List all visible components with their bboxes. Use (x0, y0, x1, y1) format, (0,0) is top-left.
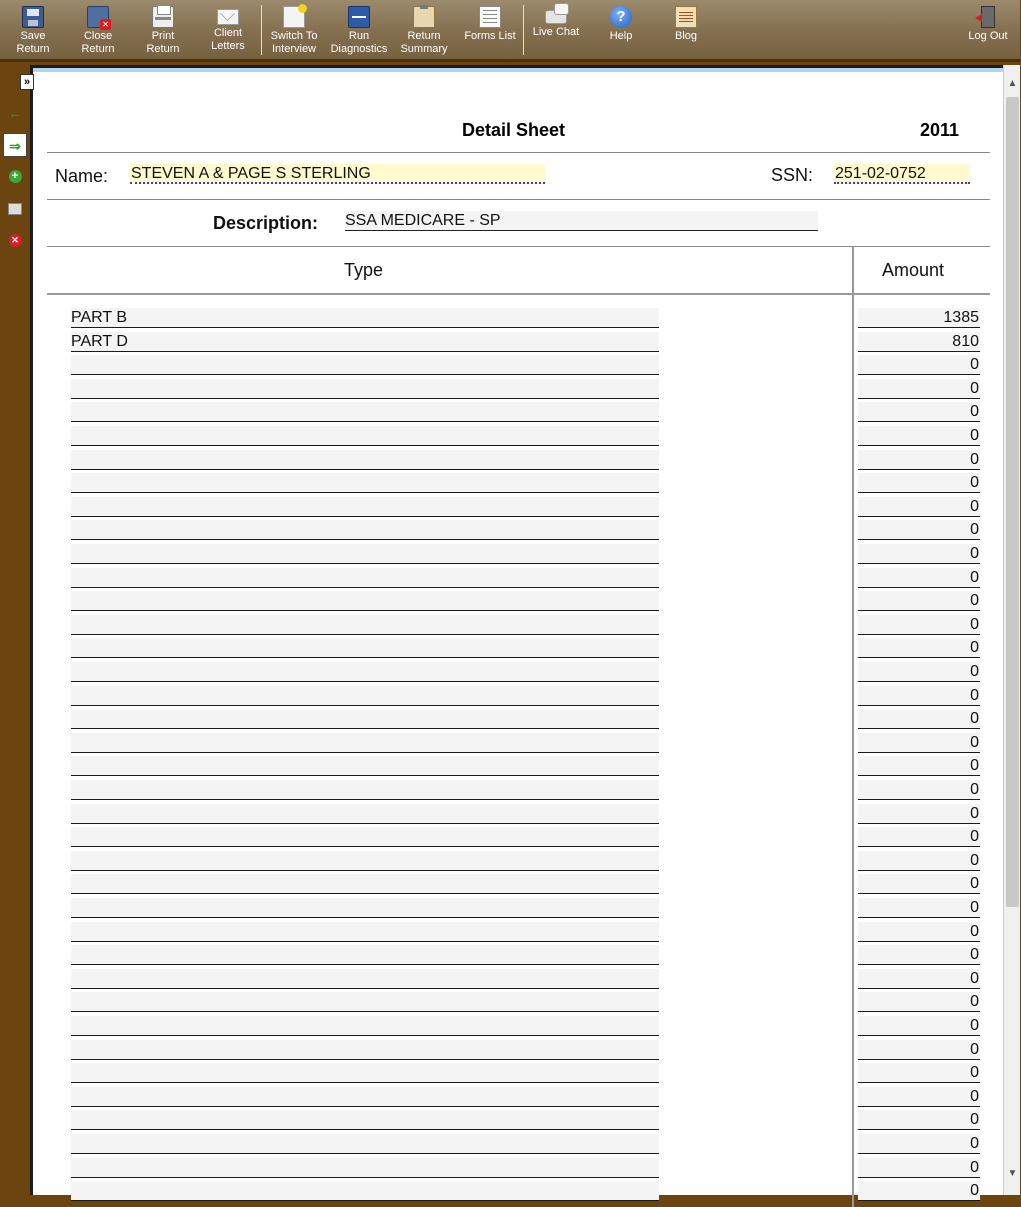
type-cell-input[interactable] (71, 1063, 659, 1083)
help-label: Help (609, 30, 633, 42)
column-header-amount: Amount (882, 260, 945, 280)
amount-cell-input[interactable]: 0 (858, 426, 980, 446)
print-return-label-1: Print (151, 30, 175, 42)
table-row (47, 426, 990, 446)
type-cell-input[interactable] (71, 615, 659, 635)
divider (47, 152, 990, 153)
table-row (47, 851, 990, 871)
table-row (47, 473, 990, 493)
type-cell-input[interactable] (71, 544, 659, 564)
help-question-icon: ? (610, 6, 632, 28)
table-row (47, 1063, 990, 1083)
type-cell-input[interactable] (71, 662, 659, 682)
table-row (47, 1087, 990, 1107)
log-out-label: Log Out (968, 30, 1008, 42)
forward-arrow-icon[interactable]: ⇒ (3, 133, 27, 157)
amount-cell-input[interactable]: 0 (858, 686, 980, 706)
blog-label: Blog (674, 30, 698, 42)
chat-bubbles-icon (545, 10, 567, 24)
description-label: Description: (213, 213, 319, 233)
type-cell-input[interactable] (71, 426, 659, 446)
table-row (47, 308, 990, 328)
amount-cell-input[interactable]: 0 (858, 591, 980, 611)
envelope-icon (217, 9, 239, 25)
type-cell-input[interactable] (71, 520, 659, 540)
table-row (47, 945, 990, 965)
type-cell-input[interactable] (71, 874, 659, 894)
table-row (47, 450, 990, 470)
add-circle-icon: + (9, 170, 22, 183)
detail-sheet-document (23, 65, 1003, 1200)
type-cell-input[interactable] (71, 402, 659, 422)
type-cell-input[interactable] (71, 709, 659, 729)
table-row (47, 544, 990, 564)
close-return-label-1: Close (83, 30, 113, 42)
diagnostics-monitor-icon (348, 6, 370, 28)
table-row (47, 756, 990, 776)
type-cell-input[interactable] (71, 473, 659, 493)
table-row (47, 1110, 990, 1130)
column-header-type: Type (344, 260, 384, 280)
amount-cell-input[interactable]: 0 (858, 615, 980, 635)
table-row (47, 804, 990, 824)
floppy-disk-icon (22, 6, 44, 28)
table-row (47, 402, 990, 422)
blog-button[interactable] (654, 4, 718, 58)
amount-cell-input[interactable]: 0 (858, 402, 980, 422)
main-toolbar (0, 0, 1020, 62)
table-row (47, 733, 990, 753)
table-row (47, 827, 990, 847)
type-cell-input[interactable] (71, 922, 659, 942)
type-cell-input[interactable] (71, 638, 659, 658)
table-row (47, 922, 990, 942)
type-cell-input[interactable] (71, 733, 659, 753)
type-cell-input[interactable] (71, 804, 659, 824)
type-cell-input[interactable] (71, 355, 659, 375)
type-cell-input[interactable] (71, 827, 659, 847)
amount-cell-input[interactable]: 0 (858, 544, 980, 564)
amount-cell-input[interactable]: 0 (858, 1134, 980, 1154)
divider (47, 199, 990, 200)
table-row (47, 591, 990, 611)
run-diagnostics-label-1: Run (348, 30, 370, 42)
amount-cell-input[interactable]: 0 (858, 851, 980, 871)
ssn-field[interactable]: 251-02-0752 (834, 164, 970, 184)
scroll-up-icon[interactable]: ▲ (1007, 78, 1018, 89)
table-row (47, 686, 990, 706)
add-item-button[interactable] (3, 165, 27, 189)
table-row (47, 355, 990, 375)
type-cell-input[interactable] (71, 1016, 659, 1036)
amount-cell-input[interactable]: 0 (858, 780, 980, 800)
log-out-door-icon (981, 6, 995, 28)
amount-cell-input[interactable]: 0 (858, 898, 980, 918)
amount-cell-input[interactable]: 0 (858, 1158, 980, 1178)
type-cell-input[interactable] (71, 686, 659, 706)
amount-cell-input[interactable]: 0 (858, 1040, 980, 1060)
switch-to-interview-button[interactable] (262, 4, 326, 58)
type-cell-input[interactable] (71, 379, 659, 399)
type-cell-input[interactable] (71, 780, 659, 800)
amount-cell-input[interactable]: 0 (858, 922, 980, 942)
type-cell-input[interactable] (71, 1134, 659, 1154)
delete-circle-icon: ✕ (9, 234, 22, 247)
save-return-label-2: Return (16, 43, 50, 55)
type-cell-input[interactable] (71, 945, 659, 965)
ssn-label: SSN: (771, 165, 814, 185)
amount-cell-input[interactable]: 0 (858, 709, 980, 729)
run-diagnostics-button[interactable] (327, 4, 391, 58)
delete-item-button[interactable] (3, 229, 27, 253)
return-summary-label-1: Return (407, 30, 441, 42)
amount-cell-input[interactable]: 0 (858, 450, 980, 470)
amount-cell-input[interactable]: 0 (858, 969, 980, 989)
amount-cell-input[interactable]: 0 (858, 638, 980, 658)
forms-list-button[interactable] (458, 4, 522, 58)
close-return-label-2: Return (81, 43, 115, 55)
table-row (47, 1181, 990, 1201)
scrollbar-thumb[interactable] (1006, 97, 1019, 907)
type-cell-input[interactable] (71, 1158, 659, 1178)
table-row (47, 874, 990, 894)
table-row (47, 1016, 990, 1036)
switch-interview-label-1: Switch To (270, 30, 318, 42)
amount-cell-input[interactable]: 0 (858, 568, 980, 588)
printer-icon (8, 203, 22, 215)
client-letters-label-1: Client (213, 27, 243, 39)
type-cell-input[interactable] (71, 591, 659, 611)
back-arrow-icon[interactable]: ← (8, 105, 22, 121)
amount-cell-input[interactable]: 0 (858, 733, 980, 753)
switch-interview-label-2: Interview (271, 43, 317, 55)
scroll-down-icon[interactable]: ▼ (1007, 1168, 1018, 1179)
amount-cell-input[interactable]: 0 (858, 473, 980, 493)
amount-cell-input[interactable]: 0 (858, 662, 980, 682)
amount-cell-input[interactable]: 0 (858, 874, 980, 894)
table-row (47, 638, 990, 658)
print-return-button[interactable] (131, 4, 195, 58)
amount-cell-input[interactable]: 0 (858, 756, 980, 776)
client-letters-button[interactable] (196, 4, 260, 58)
clipboard-icon (413, 6, 435, 28)
divider (47, 246, 990, 247)
print-sheet-button[interactable] (3, 197, 27, 221)
interview-sheet-icon (283, 6, 305, 28)
print-return-label-2: Return (146, 43, 180, 55)
table-row (47, 1158, 990, 1178)
log-out-button[interactable] (956, 4, 1020, 58)
tax-year: 2011 (919, 120, 959, 140)
type-cell-input[interactable] (71, 992, 659, 1012)
table-row (47, 1134, 990, 1154)
table-row (47, 969, 990, 989)
table-row (47, 662, 990, 682)
forms-list-icon (479, 6, 501, 28)
close-folder-icon (87, 6, 109, 28)
type-cell-input[interactable] (71, 1181, 659, 1201)
type-cell-input[interactable] (71, 1110, 659, 1130)
amount-cell-input[interactable]: 0 (858, 1181, 980, 1201)
table-row (47, 898, 990, 918)
return-summary-button[interactable] (392, 4, 456, 58)
table-row (47, 497, 990, 517)
amount-cell-input[interactable]: 0 (858, 379, 980, 399)
forms-list-label: Forms List (464, 30, 516, 42)
name-label: Name: (55, 166, 109, 186)
amount-cell-input[interactable]: 0 (858, 945, 980, 965)
amount-cell-input[interactable]: 0 (858, 1110, 980, 1130)
amount-cell-input[interactable]: 0 (858, 804, 980, 824)
blog-scroll-icon (675, 6, 697, 28)
table-row (47, 992, 990, 1012)
table-row (47, 332, 990, 352)
table-row (47, 379, 990, 399)
header-divider (47, 293, 990, 295)
save-return-label-1: Save (20, 30, 46, 42)
return-summary-label-2: Summary (400, 43, 448, 55)
type-cell-input[interactable]: PART D (71, 332, 659, 352)
client-letters-label-2: Letters (211, 40, 245, 52)
left-sidebar (0, 65, 30, 1195)
amount-cell-input[interactable]: 0 (858, 355, 980, 375)
name-field[interactable]: STEVEN A & PAGE S STERLING (130, 164, 545, 184)
type-cell-input[interactable] (71, 1087, 659, 1107)
type-cell-input[interactable] (71, 756, 659, 776)
sheet-title: Detail Sheet (461, 120, 566, 140)
amount-cell-input[interactable]: 0 (858, 1016, 980, 1036)
table-row (47, 709, 990, 729)
type-cell-input[interactable] (71, 568, 659, 588)
type-cell-input[interactable] (71, 450, 659, 470)
type-cell-input[interactable] (71, 851, 659, 871)
live-chat-label: Live Chat (532, 26, 580, 38)
printer-icon (152, 6, 174, 28)
amount-cell-input[interactable]: 0 (858, 827, 980, 847)
live-chat-button[interactable] (524, 4, 588, 58)
save-return-button[interactable] (1, 4, 65, 58)
amount-cell-input[interactable]: 0 (858, 520, 980, 540)
amount-cell-input[interactable]: 1385 (858, 308, 980, 328)
vertical-scrollbar[interactable] (1003, 65, 1020, 1195)
table-row (47, 568, 990, 588)
amount-cell-input[interactable]: 810 (858, 332, 980, 352)
table-row (47, 615, 990, 635)
amount-cell-input[interactable]: 0 (858, 1063, 980, 1083)
table-row (47, 780, 990, 800)
expand-panel-button[interactable]: » (20, 74, 34, 90)
type-cell-input[interactable] (71, 898, 659, 918)
type-cell-input[interactable] (71, 1040, 659, 1060)
type-cell-input[interactable]: PART B (71, 308, 659, 328)
type-cell-input[interactable] (71, 497, 659, 517)
table-row (47, 520, 990, 540)
close-return-button[interactable] (66, 4, 130, 58)
run-diagnostics-label-2: Diagnostics (330, 43, 388, 55)
type-cell-input[interactable] (71, 969, 659, 989)
amount-cell-input[interactable]: 0 (858, 1087, 980, 1107)
description-field[interactable]: SSA MEDICARE - SP (345, 211, 818, 231)
amount-cell-input[interactable]: 0 (858, 497, 980, 517)
table-row (47, 1040, 990, 1060)
amount-cell-input[interactable]: 0 (858, 992, 980, 1012)
help-button[interactable] (589, 4, 653, 58)
